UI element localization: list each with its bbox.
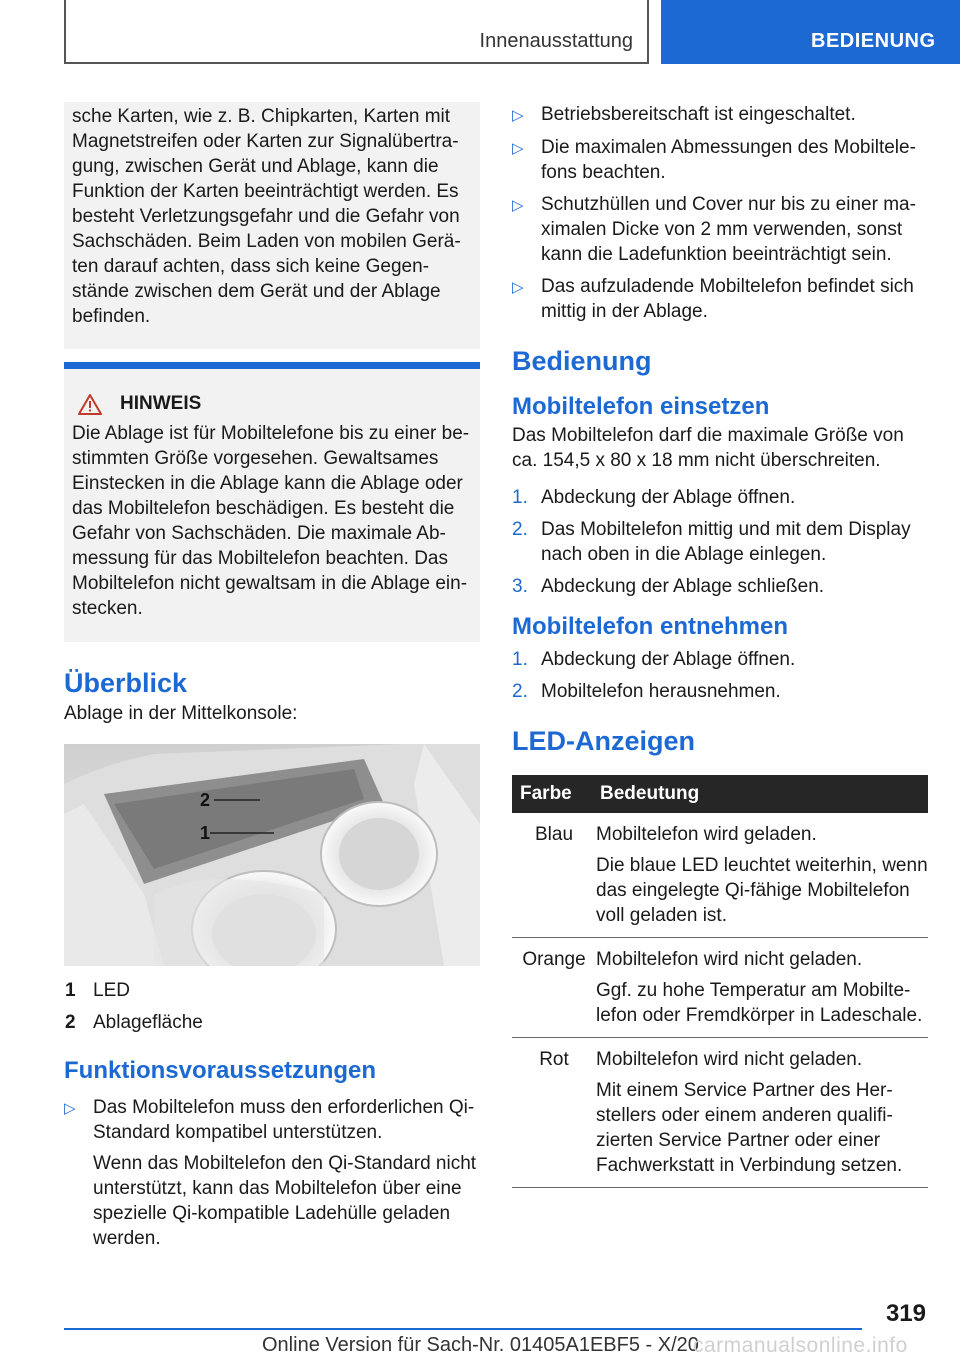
overview-text: Ablage in der Mittelkonsole:	[64, 703, 298, 724]
insert-text: Das Mobiltelefon darf die maximale Größe von ca. 154,5 x 80 x 18 mm nicht überschreiten.	[512, 425, 904, 471]
remove-step	[512, 647, 928, 672]
step-text: Abdeckung der Ablage öffnen.	[541, 649, 796, 670]
operation-heading: Bedienung	[512, 346, 652, 376]
requirement-bullet	[64, 1095, 480, 1251]
insert-heading: Mobiltelefon einsetzen	[512, 393, 770, 420]
legend-label: LED	[93, 980, 130, 1001]
section-title: BEDIENUNG	[811, 30, 936, 52]
hint-heading	[78, 393, 472, 415]
insert-step	[512, 574, 928, 599]
led-color-cell: Rot	[512, 1038, 596, 1188]
step-number: 1.	[512, 649, 528, 670]
led-color-cell: Orange	[512, 938, 596, 1038]
requirement-bullet	[512, 102, 928, 128]
table-header-meaning: Bedeutung	[596, 775, 928, 813]
warning-continuation-text: sche Karten, wie z. B. Chipkarten, Karten mit Magnetstreifen oder Karten zur Signalübertragung, zwischen Gerät und Ablage, kann die Funktion der Karten beeinträchtigt werden. Es besteht Verletzungsgefahr und die Gefahr von Sachschäden. Beim Laden von mobilen Geräten darauf achten, dass sich keine Gegenstände zwischen dem Gerät und der Ablage befinden.	[72, 106, 461, 327]
page-number: 319	[885, 1300, 926, 1327]
led-meaning: Mobiltelefon wird nicht geladen.	[596, 1049, 863, 1070]
table-row	[512, 1038, 928, 1188]
bullet-triangle-icon: ▷	[512, 107, 524, 124]
console-illustration	[64, 744, 480, 966]
header-section-box	[661, 0, 960, 64]
table-row	[512, 813, 928, 938]
step-number: 3.	[512, 576, 528, 597]
bullet-triangle-icon: ▷	[512, 197, 524, 214]
insert-step	[512, 517, 928, 567]
legend-number: 1	[65, 980, 76, 1001]
led-meaning: Mobiltelefon wird geladen.	[596, 824, 817, 845]
led-heading: LED-Anzeigen	[512, 726, 696, 756]
legend-number: 2	[65, 1012, 76, 1033]
table-header-row	[512, 775, 928, 813]
led-meaning-cell	[596, 813, 928, 938]
hint-title: HINWEIS	[120, 393, 202, 414]
bullet-subtext: Wenn das Mobiltelefon den Qi-Standard nicht unterstützt, kann das Mobiltelefon über eine spezielle Qi-kompatible Ladehülle geladen werden.	[93, 1153, 477, 1249]
remove-step	[512, 679, 928, 704]
watermark: carmanualsonline.info	[693, 1334, 908, 1357]
console-photo	[64, 744, 480, 966]
step-number: 1.	[512, 487, 528, 508]
step-text: Das Mobiltelefon mittig und mit dem Display nach oben in die Ablage einlegen.	[541, 519, 911, 565]
hint-text: Die Ablage ist für Mobiltelefone bis zu einer bestimmten Größe vorgesehen. Gewaltsames Einstecken in die Ablage kann die Ablage oder das Mobiltelefon beschädigen. Es besteht die Gefahr von Sachschäden. Die maximale Abmessung für das Mobiltelefon beachten. Das Mobiltelefon nicht gewaltsam in die Ablage einstecken.	[72, 423, 470, 619]
step-text: Abdeckung der Ablage öffnen.	[541, 487, 796, 508]
bullet-triangle-icon: ▷	[512, 279, 524, 296]
insert-step	[512, 485, 928, 510]
photo-label-2: 2	[200, 790, 211, 810]
led-color-cell: Blau	[512, 813, 596, 938]
led-detail: Die blaue LED leuchtet weiterhin, wenn das eingelegte Qi-fähige Mobiltelefon voll geladen ist.	[596, 855, 928, 926]
header-chapter-box	[64, 0, 649, 64]
remove-heading: Mobiltelefon entnehmen	[512, 613, 788, 640]
photo-label-1: 1	[200, 823, 211, 843]
table-header-color: Farbe	[512, 775, 596, 813]
bullet-triangle-icon: ▷	[512, 140, 524, 157]
hint-divider	[64, 362, 480, 369]
legend-item	[64, 1010, 480, 1035]
led-detail: Ggf. zu hohe Temperatur am Mobiltelefon oder Fremdkörper in Ladeschale.	[596, 980, 923, 1026]
bullet-text: Das Mobiltelefon muss den erforderlichen Qi-Standard kompatibel unterstützen.	[93, 1097, 475, 1143]
legend-label: Ablagefläche	[93, 1012, 203, 1033]
overview-heading: Überblick	[64, 668, 188, 698]
requirement-bullet	[512, 274, 928, 324]
requirement-bullet	[512, 192, 928, 267]
bullet-triangle-icon: ▷	[64, 1100, 76, 1117]
led-detail: Mit einem Service Partner des Herstellers oder einem anderen qualifizierten Service Partner oder einer Fachwerkstatt in Verbindung setzen.	[596, 1080, 903, 1176]
warning-triangle-icon	[78, 393, 102, 415]
step-text: Abdeckung der Ablage schließen.	[541, 576, 825, 597]
hint-box	[64, 369, 480, 642]
bullet-text: Schutzhüllen und Cover nur bis zu einer maximalen Dicke von 2 mm verwenden, sonst kann die Ladefunktion beeinträchtigt sein.	[541, 194, 916, 265]
warning-continuation-box	[64, 102, 480, 349]
step-text: Mobiltelefon herausnehmen.	[541, 681, 781, 702]
led-meaning-cell	[596, 1038, 928, 1188]
led-meaning: Mobiltelefon wird nicht geladen.	[596, 949, 863, 970]
right-column	[512, 102, 928, 1188]
legend-item	[64, 978, 480, 1003]
table-row	[512, 938, 928, 1038]
left-column	[64, 102, 480, 1251]
chapter-title: Innenausstattung	[479, 30, 633, 52]
requirements-heading: Funktionsvoraussetzungen	[64, 1057, 377, 1084]
step-number: 2.	[512, 681, 528, 702]
footer-version-text: Online Version für Sach-Nr. 01405A1EBF5 - X/20	[262, 1334, 699, 1356]
bullet-text: Das aufzuladende Mobiltelefon befindet sich mittig in der Ablage.	[541, 276, 914, 322]
bullet-text: Betriebsbereitschaft ist eingeschaltet.	[541, 104, 856, 125]
led-meaning-cell	[596, 938, 928, 1038]
step-number: 2.	[512, 519, 528, 540]
photo-legend	[64, 978, 480, 1035]
led-table	[512, 775, 928, 1188]
footer-divider	[64, 1328, 862, 1330]
requirement-bullet	[512, 135, 928, 185]
bullet-text: Die maximalen Abmessungen des Mobiltelefons beachten.	[541, 137, 916, 183]
